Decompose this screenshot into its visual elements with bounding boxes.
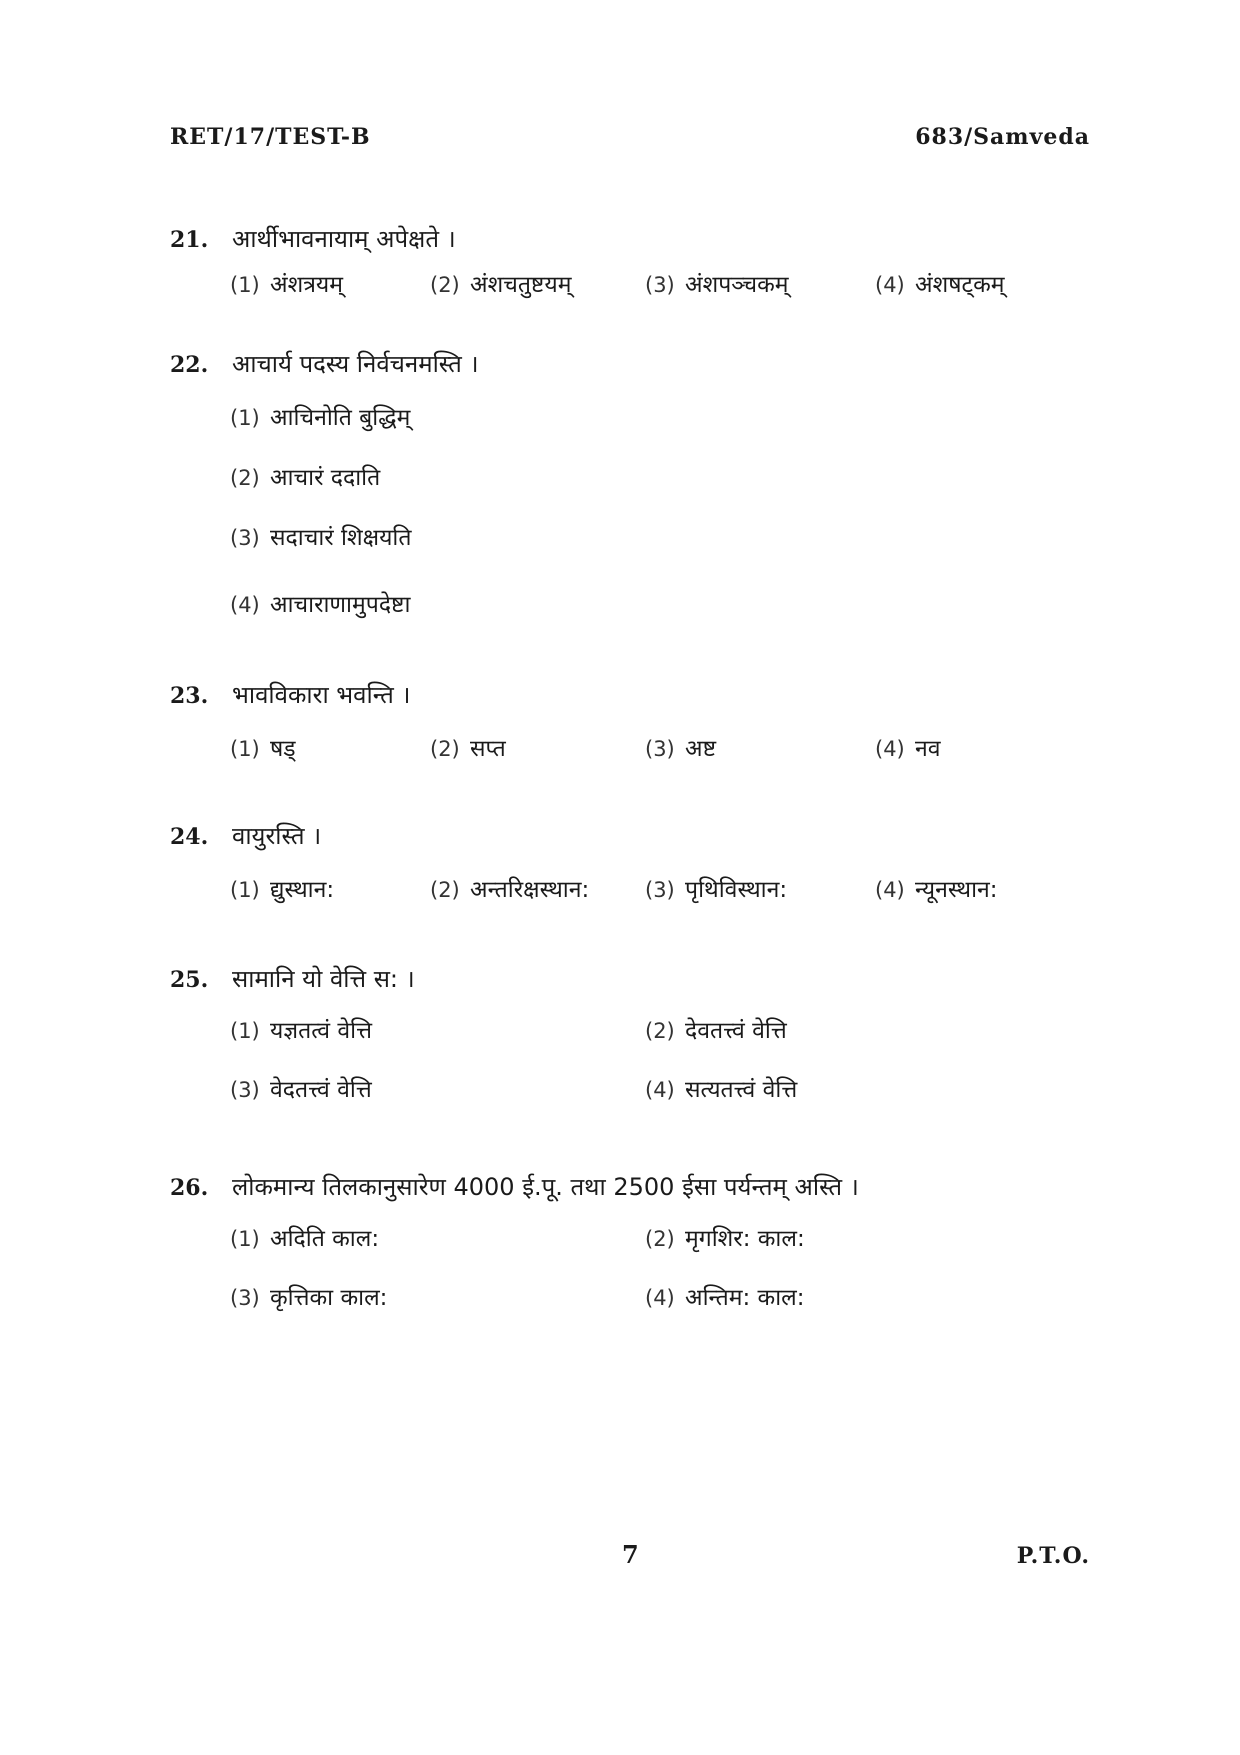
question-stem xyxy=(170,678,1090,713)
question-25 xyxy=(170,962,1090,1107)
option-number: (3) xyxy=(645,737,675,761)
option-text: कृत्तिका काल: xyxy=(270,1285,388,1311)
question-stem xyxy=(170,222,1090,257)
question-22 xyxy=(170,347,1090,618)
question-26 xyxy=(170,1170,1090,1315)
question-number: 24. xyxy=(170,824,209,850)
option-number: (2) xyxy=(645,1227,675,1251)
option-number: (4) xyxy=(645,1078,675,1102)
options xyxy=(230,854,1090,903)
option-number: (4) xyxy=(230,593,260,617)
pto-label: P.T.O. xyxy=(1016,1543,1090,1569)
option-3 xyxy=(645,269,789,301)
question-text: वायुरस्ति । xyxy=(232,822,322,850)
options xyxy=(230,1205,1090,1315)
option-number: (2) xyxy=(430,273,460,297)
option-number: (3) xyxy=(230,1286,260,1310)
option-4 xyxy=(230,589,410,621)
option-2 xyxy=(430,874,589,906)
question-text: आर्थीभावनायाम् अपेक्षते । xyxy=(232,225,456,253)
option-text: आचारं ददाति xyxy=(270,465,381,491)
question-text: लोकमान्य तिलकानुसारेण 4000 ई.पू. तथा 2500 ईसा पर्यन्तम् अस्ति । xyxy=(232,1173,859,1201)
option-text: अदिति काल: xyxy=(270,1226,380,1252)
option-4 xyxy=(645,1074,797,1106)
option-number: (2) xyxy=(430,737,460,761)
option-number: (4) xyxy=(875,878,905,902)
option-text: यज्ञतत्वं वेत्ति xyxy=(270,1018,373,1044)
option-number: (4) xyxy=(645,1286,675,1310)
option-number: (1) xyxy=(230,1019,260,1043)
option-1 xyxy=(230,874,334,906)
option-text: द्युस्थान: xyxy=(270,877,335,903)
option-number: (1) xyxy=(230,1227,260,1251)
option-1 xyxy=(230,1015,372,1047)
option-number: (3) xyxy=(645,273,675,297)
option-4 xyxy=(875,269,1005,301)
option-text: अंशपञ्चकम् xyxy=(685,272,789,298)
question-text: आचार्य पदस्य निर्वचनमस्ति । xyxy=(232,350,479,378)
options xyxy=(230,997,1090,1107)
option-number: (3) xyxy=(645,878,675,902)
option-text: अष्ट xyxy=(685,736,717,762)
option-2 xyxy=(230,462,380,494)
option-number: (4) xyxy=(875,737,905,761)
option-1 xyxy=(230,402,410,434)
option-number: (1) xyxy=(230,406,260,430)
option-number: (2) xyxy=(430,878,460,902)
option-4 xyxy=(875,874,998,906)
option-text: सप्त xyxy=(470,736,506,762)
option-number: (2) xyxy=(645,1019,675,1043)
question-number: 25. xyxy=(170,967,209,993)
option-number: (1) xyxy=(230,273,260,297)
question-number: 22. xyxy=(170,352,209,378)
option-text: देवतत्त्वं वेत्ति xyxy=(685,1018,787,1044)
question-stem xyxy=(170,1170,1090,1205)
option-text: अंशषट्कम् xyxy=(915,272,1005,298)
option-2 xyxy=(645,1015,787,1047)
option-number: (4) xyxy=(875,273,905,297)
option-number: (3) xyxy=(230,1078,260,1102)
option-text: नव xyxy=(915,736,941,762)
question-23 xyxy=(170,678,1090,762)
option-text: वेदतत्त्वं वेत्ति xyxy=(270,1077,372,1103)
question-number: 23. xyxy=(170,683,209,709)
option-3 xyxy=(645,874,787,906)
option-3 xyxy=(230,1282,387,1314)
option-text: अन्तिम: काल: xyxy=(685,1285,805,1311)
option-number: (1) xyxy=(230,878,260,902)
option-text: अन्तरिक्षस्थान: xyxy=(470,877,590,903)
subject-code: 683/Samveda xyxy=(915,124,1090,150)
option-text: आचाराणामुपदेष्टा xyxy=(270,592,411,618)
option-1 xyxy=(230,1223,379,1255)
option-3 xyxy=(230,1074,372,1106)
question-text: सामानि यो वेत्ति स: । xyxy=(232,965,415,993)
option-2 xyxy=(645,1223,805,1255)
option-2 xyxy=(430,269,571,301)
option-text: मृगशिर: काल: xyxy=(685,1226,805,1252)
option-3 xyxy=(645,733,716,765)
option-number: (2) xyxy=(230,466,260,490)
paper-code: RET/17/TEST-B xyxy=(170,124,371,150)
option-text: आचिनोति बुद्धिम् xyxy=(270,405,411,431)
question-stem xyxy=(170,819,1090,854)
option-1 xyxy=(230,269,343,301)
option-text: सदाचारं शिक्षयति xyxy=(270,525,412,551)
question-stem xyxy=(170,962,1090,997)
option-4 xyxy=(645,1282,805,1314)
option-text: न्यूनस्थान: xyxy=(915,877,998,903)
option-1 xyxy=(230,733,296,765)
option-text: षड् xyxy=(270,736,296,762)
option-text: सत्यतत्त्वं वेत्ति xyxy=(685,1077,798,1103)
question-text: भावविकारा भवन्ति । xyxy=(232,681,411,709)
question-number: 26. xyxy=(170,1175,209,1201)
question-stem xyxy=(170,347,1090,382)
question-21 xyxy=(170,222,1090,297)
question-24 xyxy=(170,819,1090,903)
option-text: अंशत्रयम् xyxy=(270,272,344,298)
option-4 xyxy=(875,733,941,765)
options xyxy=(230,257,1090,297)
page-number: 7 xyxy=(622,1540,640,1569)
options xyxy=(230,382,1090,618)
option-3 xyxy=(230,522,412,554)
question-number: 21. xyxy=(170,227,209,253)
options xyxy=(230,713,1090,762)
option-text: अंशचतुष्टयम् xyxy=(470,272,572,298)
option-number: (3) xyxy=(230,526,260,550)
option-2 xyxy=(430,733,506,765)
option-text: पृथिविस्थान: xyxy=(685,877,788,903)
option-number: (1) xyxy=(230,737,260,761)
